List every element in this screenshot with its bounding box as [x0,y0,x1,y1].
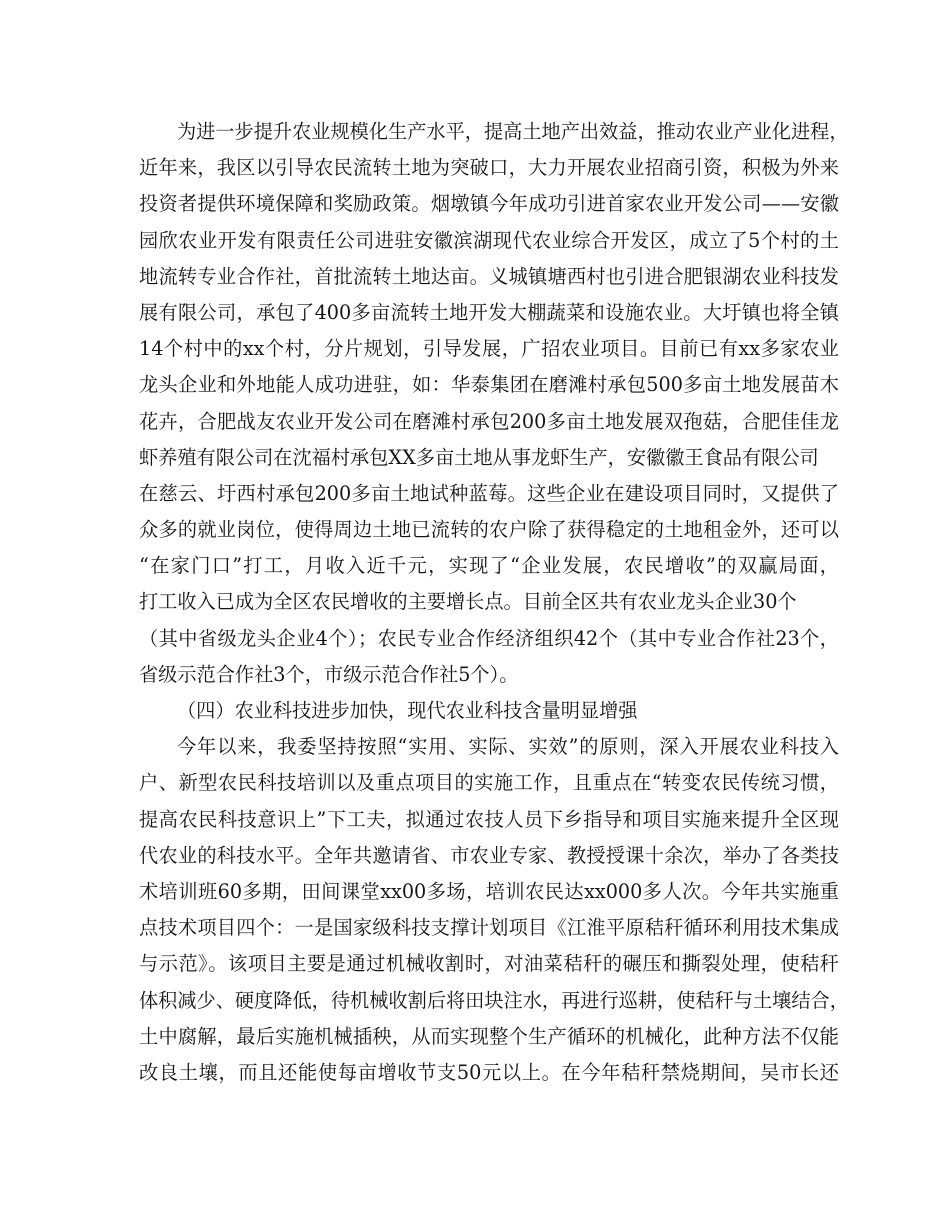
text-line: 改良土壤，而且还能使每亩增收节支50元以上。在今年秸秆禁烧期间，吴市长还 [139,1060,839,1084]
text-line: 众多的就业岗位，使得周边土地已流转的农户除了获得稳定的土地租金外，还可以 [139,518,839,542]
text-line: 近年来，我区以引导农民流转土地为突破口，大力开展农业招商引资，积极为外来 [139,156,839,180]
paragraph-agricultural-investment [139,114,849,693]
text-line: 虾养殖有限公司在沈福村承包XX多亩土地从事龙虾生产，安徽徽王食品有限公司 [139,445,819,469]
text-line: 在慈云、圩西村承包200多亩土地试种蓝莓。这些企业在建设项目同时，又提供了 [139,481,839,505]
paragraph-agricultural-technology [139,729,849,1091]
document-body [139,114,849,1091]
text-line: 展有限公司，承包了400多亩流转土地开发大棚蔬菜和设施农业。大圩镇也将全镇 [139,300,839,324]
text-line: 投资者提供环境保障和奖励政策。烟墩镇今年成功引进首家农业开发公司——安徽 [139,192,839,216]
text-line: （其中省级龙头企业4个）；农民专业合作经济组织42个（其中专业合作社23个， [139,626,839,650]
text-line: 与示范》。该项目主要是通过机械收割时，对油菜秸秆的碾压和撕裂处理，使秸秆 [139,952,839,976]
text-line: 14个村中的xx个村，分片规划，引导发展，广招农业项目。目前已有xx多家农业 [139,337,839,361]
text-line: 点技术项目四个：一是国家级科技支撑计划项目《江淮平原秸秆循环利用技术集成 [139,916,839,940]
text-line: 省级示范合作社3个，市级示范合作社5个）。 [139,662,519,686]
text-line: 为进一步提升农业规模化生产水平，提高土地产出效益，推动农业产业化进程， [177,120,849,143]
text-line: 土中腐解，最后实施机械插秧，从而实现整个生产循环的机械化，此种方法不仅能 [139,1024,839,1048]
text-line: 术培训班60多期，田间课堂xx00多场，培训农民达xx000多人次。今年共实施重 [139,879,839,903]
text-line: 地流转专业合作社，首批流转土地达亩。义城镇塘西村也引进合肥银湖农业科技发 [139,264,839,288]
text-line: 体积减少、硬度降低，待机械收割后将田块注水，再进行巡耕，使秸秆与土壤结合， [139,988,849,1012]
text-line: 提高农民科技意识上”下工夫，拟通过农技人员下乡指导和项目实施来提升全区现 [139,807,839,831]
text-line: 代农业的科技水平。全年共邀请省、市农业专家、教授授课十余次，举办了各类技 [139,843,839,867]
text-line: “在家门口”打工，月收入近千元，实现了“企业发展，农民增收”的双赢局面， [139,554,839,578]
text-line: 花卉，合肥战友农业开发公司在磨滩村承包200多亩土地发展双孢菇，合肥佳佳龙 [139,409,839,433]
text-line: 园欣农业开发有限责任公司进驻安徽滨湖现代农业综合开发区，成立了5个村的土 [139,228,839,252]
text-line: 龙头企业和外地能人成功进驻，如：华泰集团在磨滩村承包500多亩土地发展苗木 [139,373,839,397]
text-line: 打工收入已成为全区农民增收的主要增长点。目前全区共有农业龙头企业30个 [139,590,797,614]
text-line: 户、新型农民科技培训以及重点项目的实施工作，且重点在“转变农民传统习惯， [139,771,839,795]
text-line: 今年以来，我委坚持按照“实用、实际、实效”的原则，深入开展农业科技入 [177,735,839,759]
section-heading: （四）农业科技进步加快，现代农业科技含量明显增强 [177,699,638,722]
